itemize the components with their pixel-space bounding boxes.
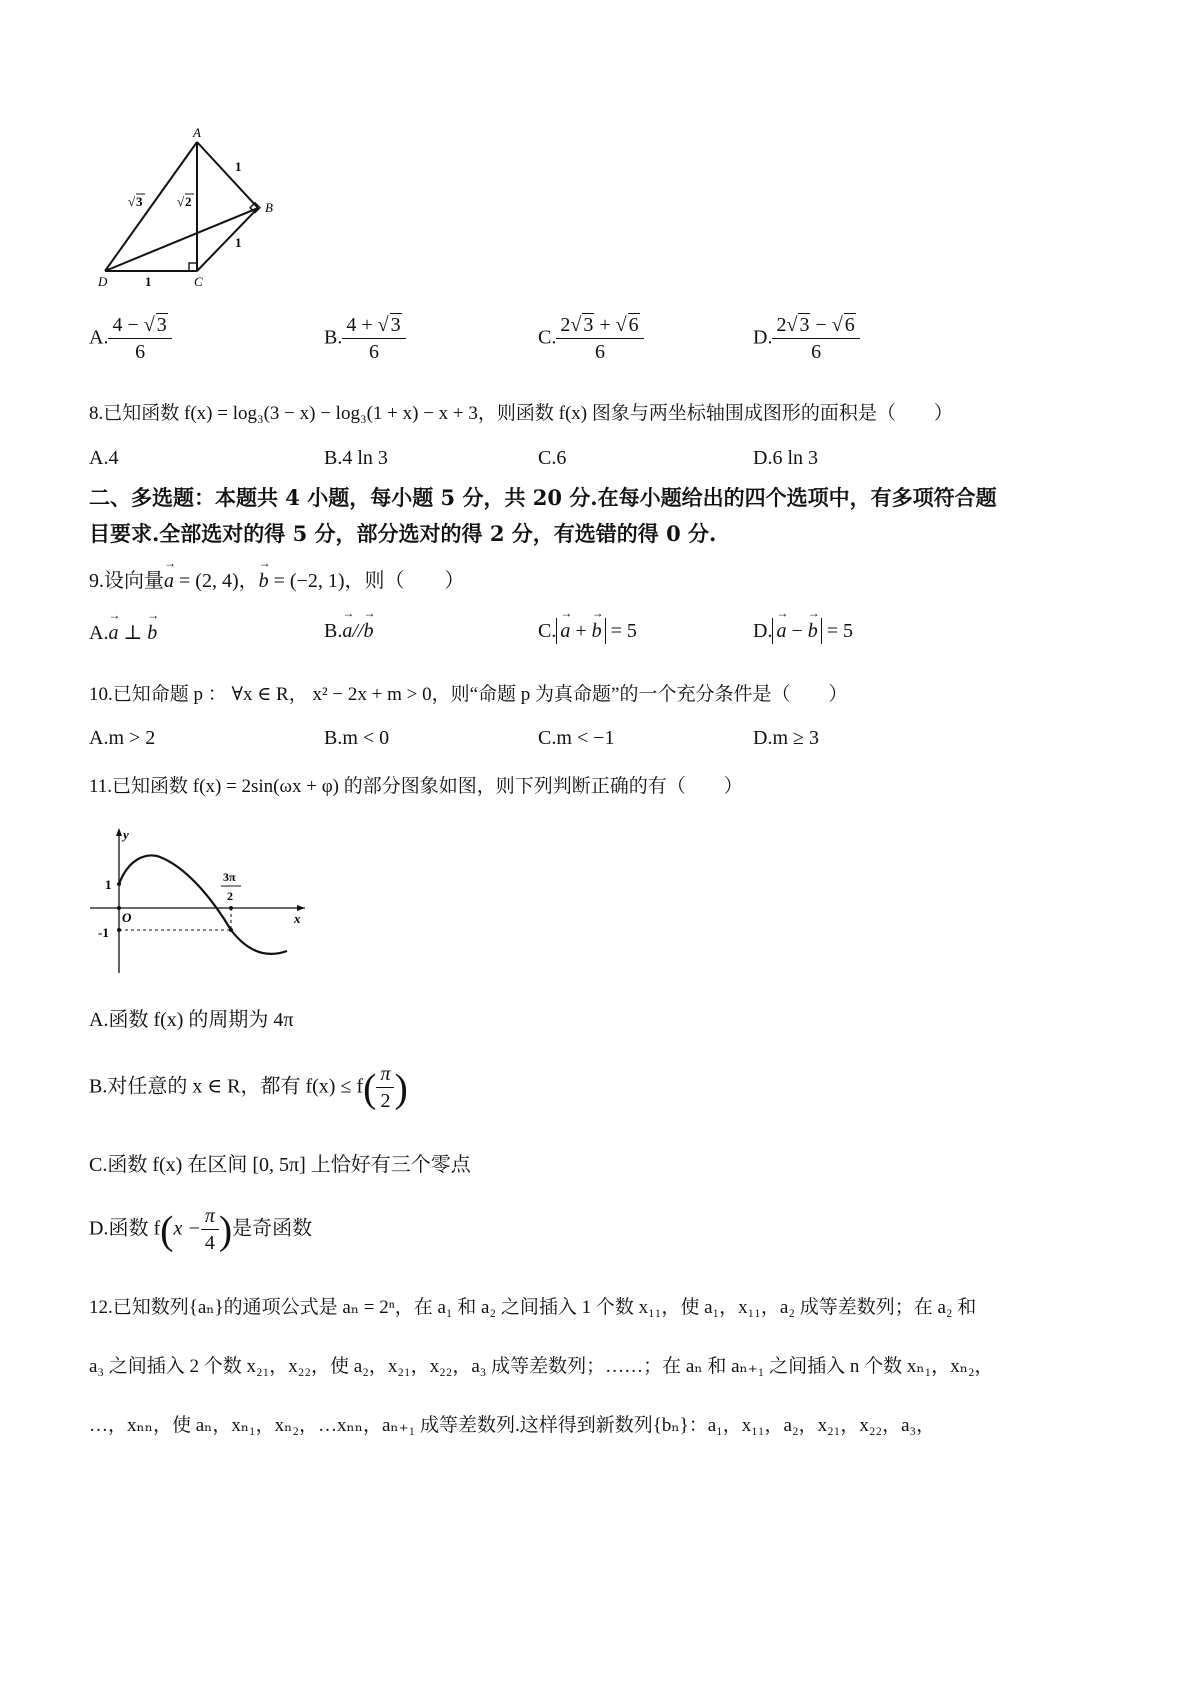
edge-ab (197, 142, 258, 208)
q8-option-a[interactable]: A.4 (89, 447, 119, 469)
q9-option-b[interactable]: B.→ a//→ b (324, 620, 373, 643)
q11-option-a[interactable]: A.函数 f(x) 的周期为 4π (89, 1009, 294, 1031)
section-2-heading-cont: 目要求.全部选对的得 5 分，部分选对的得 2 分，有选错的得 0 分. (89, 521, 717, 546)
q10-option-a[interactable]: A.m > 2 (89, 727, 156, 749)
q10-option-b[interactable]: B.m < 0 (324, 727, 390, 749)
vector-a: → a (164, 570, 174, 593)
q7-option-b[interactable]: B. $\frac{4 + √ 3}{6}$ (324, 314, 406, 364)
q12-line-2: a₃ 之间插入 2 个数 x₂₁，x₂₂，使 a₂，x₂₁，x₂₂，a₃ 成等差数列；……；在 aₙ 和 aₙ₊₁ 之间插入 n 个数 xₙ₁，xₙ₂， (89, 1356, 994, 1377)
q10-stem: 10.已知命题 p ： ∀x ∈ R， x² − 2x + m > 0，则“命题 p 为真命题”的一个充分条件是（ ） (89, 684, 848, 705)
label-bc: 1 (235, 235, 242, 250)
q8-option-b[interactable]: B.4 ln 3 (324, 447, 388, 469)
q7-option-c[interactable]: C. $\frac{2√ 3 + √ 6}{6}$ (538, 314, 644, 364)
label-origin: O (122, 910, 132, 925)
label-d: D (98, 274, 108, 289)
svg-text:√: √ (128, 194, 136, 209)
section-2-heading: 二、多选题：本题共 4 小题，每小题 5 分，共 20 分.在每小题给出的四个选项中，有多项符合题 (89, 485, 997, 510)
right-angle-c (189, 263, 197, 271)
q12-line-3: …，xₙₙ，使 aₙ，xₙ₁，xₙ₂，…xₙₙ，aₙ₊₁ 成等差数列.这样得到新数列{bₙ}：a₁，x₁₁，a₂，x₂₁，x₂₂，a₃， (89, 1415, 936, 1436)
q10-option-d[interactable]: D.m ≥ 3 (753, 727, 819, 749)
q8-option-d[interactable]: D.6 ln 3 (753, 447, 818, 469)
label-neg-one: -1 (98, 925, 109, 940)
sine-curve (119, 855, 287, 953)
label-b: B (265, 200, 273, 215)
q11-graph (90, 825, 315, 975)
q7-option-a[interactable]: A. $\frac{4 - √ 3}{6}$ (89, 314, 172, 364)
label-c: C (194, 274, 203, 289)
label-ab: 1 (235, 159, 242, 174)
q8-option-c[interactable]: C.6 (538, 447, 567, 469)
q7-figure (95, 125, 295, 290)
label-tick-den: 2 (227, 889, 233, 903)
y-axis-arrow (116, 828, 122, 836)
label-ad (128, 194, 145, 209)
q8-stem: 8.已知函数 f(x) = log₃(3 − x) − log₃(1 + x) − x + 3，则函数 f(x) 图象与两坐标轴围成图形的面积是（ ） (89, 403, 953, 424)
q9-option-c[interactable]: C.→ a + → b = 5 (538, 620, 637, 643)
label-ac (177, 194, 194, 209)
label-one: 1 (105, 877, 112, 892)
label-dc: 1 (145, 274, 152, 289)
svg-text:3: 3 (136, 194, 143, 209)
q11-option-d[interactable]: D.函数 f(x − $\frac{\pi}{4}$ )是奇函数 (89, 1205, 313, 1254)
vector-b: → b (259, 570, 269, 593)
svg-text:2: 2 (185, 194, 192, 209)
q9-stem: 9.设向量→ a = (2, 4)，→ b = (−2, 1)，则（ ） (89, 564, 465, 593)
edge-bc (197, 208, 258, 271)
q11-option-c[interactable]: C.函数 f(x) 在区间 [0, 5π] 上恰好有三个零点 (89, 1154, 471, 1176)
label-x: x (294, 911, 301, 926)
label-tick-num: 3π (223, 870, 236, 884)
q12-line-1: 12.已知数列{aₙ}的通项公式是 aₙ = 2ⁿ，在 a₁ 和 a₂ 之间插入 1 个数 x₁₁，使 a₁，x₁₁，a₂ 成等差数列；在 a₂ 和 (89, 1297, 977, 1318)
q11-stem: 11.已知函数 f(x) = 2sin(ωx + φ) 的部分图象如图，则下列判断正确的有（ ） (89, 776, 743, 797)
q7-option-d[interactable]: D. $\frac{2√ 3 - √ 6}{6}$ (753, 314, 860, 364)
q9-option-a[interactable]: A.→ a ⊥ → b (89, 620, 157, 645)
label-y: y (123, 827, 129, 842)
svg-text:√: √ (177, 194, 185, 209)
q11-option-b[interactable]: B.对任意的 x ∈ R，都有 f(x) ≤ f( $\frac{\pi}{2}$ ) (89, 1063, 408, 1112)
label-a: A (193, 125, 201, 140)
q9-option-d[interactable]: D.→ a − → b = 5 (753, 620, 853, 643)
q10-option-c[interactable]: C.m < −1 (538, 727, 615, 749)
